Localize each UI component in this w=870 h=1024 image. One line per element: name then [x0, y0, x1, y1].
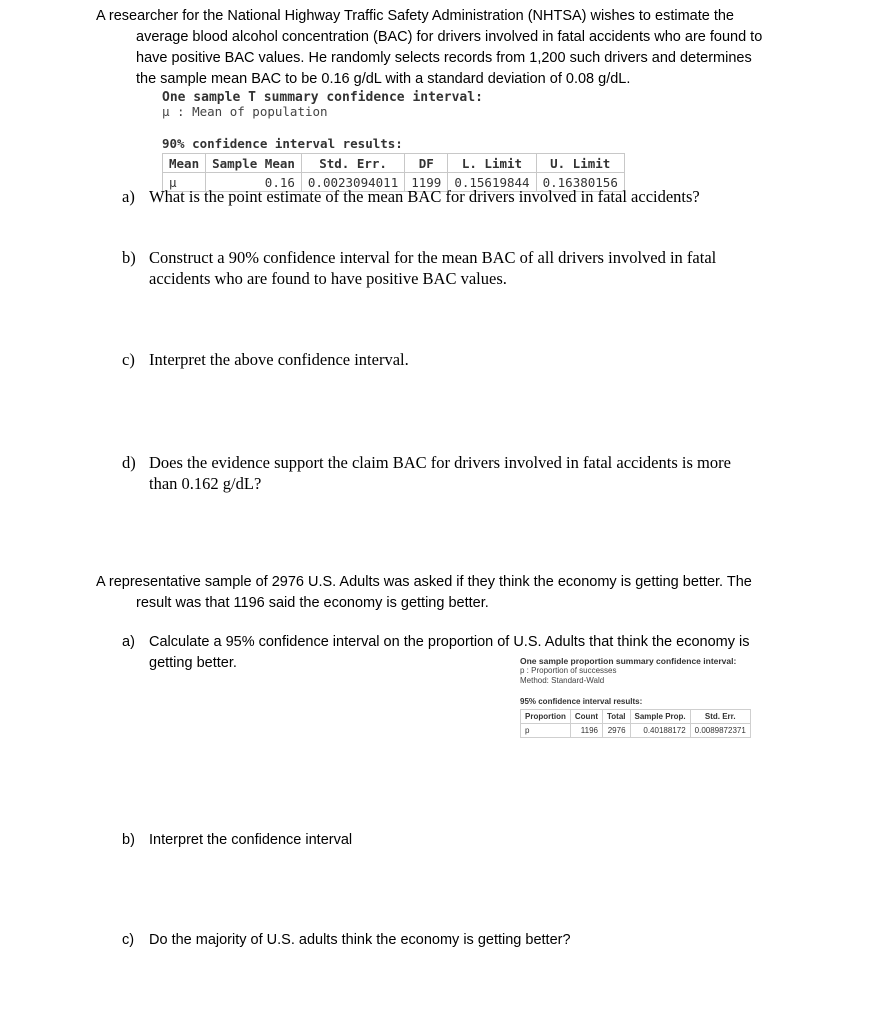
problem1-intro	[96, 6, 836, 90]
table-cell: 0.0089872371	[690, 724, 750, 738]
question-1b	[122, 247, 822, 291]
question-text: What is the point estimate of the mean BAC for drivers involved in fatal accidents?	[149, 187, 700, 206]
col-header: Proportion	[521, 710, 571, 724]
question-text: accidents who are found to have positive BAC values.	[149, 269, 507, 288]
output-parameter: p : Proportion of successes	[520, 666, 617, 675]
results-table	[520, 709, 751, 738]
table-cell: 0.16	[206, 173, 302, 192]
col-header: Total	[603, 710, 631, 724]
output-method: Method: Standard-Wald	[520, 676, 605, 685]
col-header: Sample Mean	[206, 154, 302, 173]
output-title: One sample T summary confidence interval:	[162, 90, 483, 105]
table-cell: 0.16380156	[536, 173, 624, 192]
question-label: b)	[122, 832, 135, 848]
col-header: Std. Err.	[690, 710, 750, 724]
question-label: d)	[122, 453, 136, 472]
col-header: Count	[570, 710, 602, 724]
question-1d	[122, 452, 842, 496]
intro-line: average blood alcohol concentration (BAC) for drivers involved in fatal accidents who are found to	[136, 29, 763, 45]
col-header: L. Limit	[448, 154, 536, 173]
output-parameter: μ : Mean of population	[162, 104, 328, 119]
question-label: a)	[122, 634, 135, 650]
question-2b	[122, 830, 822, 852]
col-header: Sample Prop.	[630, 710, 690, 724]
table-row	[521, 724, 751, 738]
t-summary-output	[162, 91, 762, 192]
intro-line: have positive BAC values. He randomly selects records from 1,200 such drivers and determines	[136, 50, 752, 66]
table-cell: 1199	[405, 173, 448, 192]
question-label: c)	[122, 932, 135, 948]
table-cell: 2976	[603, 724, 631, 738]
results-title: 90% confidence interval results:	[162, 136, 403, 151]
question-label: b)	[122, 248, 136, 267]
intro-line: A researcher for the National Highway Traffic Safety Administration (NHTSA) wishes to estimate the	[96, 8, 734, 24]
results-title: 95% confidence interval results:	[520, 697, 643, 706]
table-header-row	[521, 710, 751, 724]
table-cell: μ	[163, 173, 206, 192]
table-cell: 0.15619844	[448, 173, 536, 192]
intro-line: the sample mean BAC to be 0.16 g/dL with a standard deviation of 0.08 g/dL.	[136, 71, 631, 87]
col-header: Std. Err.	[301, 154, 404, 173]
proportion-summary-output	[520, 656, 820, 738]
question-text: Do the majority of U.S. adults think the economy is getting better?	[149, 932, 571, 948]
question-1a	[122, 186, 822, 208]
intro-line: result was that 1196 said the economy is getting better.	[136, 595, 489, 611]
intro-line: A representative sample of 2976 U.S. Adults was asked if they think the economy is getting better. The	[96, 574, 752, 590]
question-label: c)	[122, 350, 135, 369]
problem2-intro	[96, 572, 856, 614]
question-1c	[122, 349, 822, 371]
question-text: Interpret the confidence interval	[149, 832, 353, 848]
question-text: Calculate a 95% confidence interval on the proportion of U.S. Adults that think the economy is	[149, 634, 750, 650]
col-header: DF	[405, 154, 448, 173]
table-cell: p	[521, 724, 571, 738]
col-header: U. Limit	[536, 154, 624, 173]
table-cell: 0.40188172	[630, 724, 690, 738]
question-text: than 0.162 g/dL?	[149, 474, 262, 493]
question-text: getting better.	[149, 655, 237, 671]
table-header-row	[163, 154, 625, 173]
question-2c	[122, 930, 822, 952]
question-label: a)	[122, 187, 135, 206]
table-cell: 1196	[570, 724, 602, 738]
output-title: One sample proportion summary confidence interval:	[520, 656, 737, 666]
table-cell: 0.0023094011	[301, 173, 404, 192]
question-text: Interpret the above confidence interval.	[149, 350, 409, 369]
question-text: Does the evidence support the claim BAC for drivers involved in fatal accidents is more	[149, 453, 731, 472]
question-text: Construct a 90% confidence interval for the mean BAC of all drivers involved in fatal	[149, 248, 717, 267]
col-header: Mean	[163, 154, 206, 173]
